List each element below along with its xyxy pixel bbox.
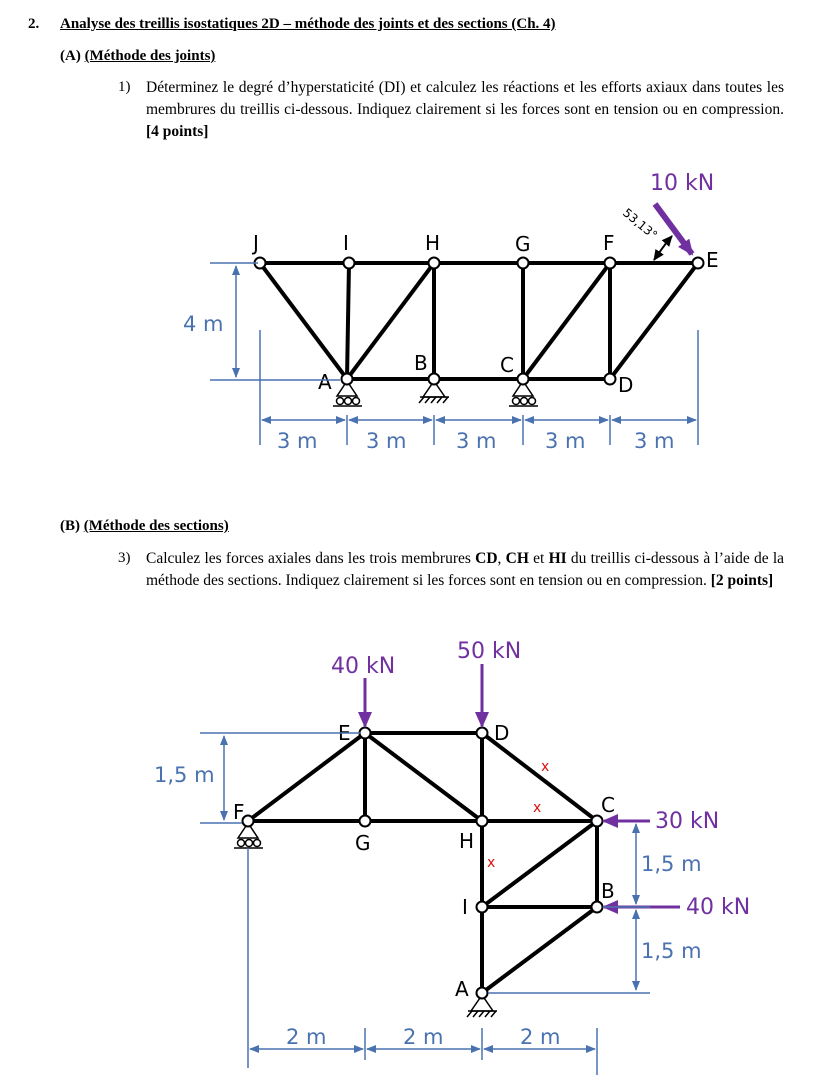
part-a-label: (A) (60, 48, 81, 64)
angle-arc (654, 236, 672, 260)
node-label-g: G (515, 232, 531, 256)
dim-span-b1: 2 m (286, 1025, 327, 1049)
node-label-i: I (343, 231, 349, 255)
member-hi: HI (548, 550, 567, 567)
figure-a-truss (183, 171, 719, 453)
node-label-f: F (603, 231, 615, 255)
part-b-label: (B) (60, 518, 80, 534)
angle-label: 53,13° (620, 205, 660, 243)
dim-height-ba: 1,5 m (641, 939, 702, 963)
dim-span-3: 3 m (456, 429, 497, 453)
section-number: 2. (28, 16, 40, 32)
node-label-b-e: E (338, 721, 351, 745)
node-label-b-a: A (455, 977, 469, 1001)
node-label-e: E (706, 248, 719, 272)
node-label-b-h: H (459, 829, 475, 853)
node-label-d: D (618, 373, 634, 397)
figure-a-nodes (255, 258, 704, 385)
sep-1: , (497, 550, 506, 567)
node-label-a: A (318, 370, 332, 394)
question-3-body-end: du treillis ci-dessous à l’aide de la méthode des sections. Indiquez clairement si les forces sont en tension ou en compression. (146, 550, 785, 589)
cut-mark-cd: x (541, 759, 550, 775)
question-1-body: Déterminez le degré d’hyperstaticité (DI) et calculez les réactions et les efforts axiaux dans toutes les membrures du treillis ci-dessous. Indiquez clairement si les forces sont en tension ou en compression. (146, 79, 784, 118)
figure-a-dimensions (210, 263, 698, 445)
load-label-50kn-d: 50 kN (457, 639, 522, 664)
load-arrow-10kn (655, 204, 692, 254)
dim-height-cb: 1,5 m (641, 852, 702, 876)
question-3-body-start: Calculez les forces axiales dans les trois membrures (146, 550, 476, 567)
cut-mark-hi: x (487, 855, 496, 871)
dim-span-b2: 2 m (403, 1025, 444, 1049)
question-3-number: 3) (118, 550, 131, 566)
node-label-b-g: G (355, 831, 371, 855)
node-label-b-c: C (601, 793, 615, 817)
part-b-title: (Méthode des sections) (83, 518, 229, 534)
dim-span-5: 3 m (634, 429, 675, 453)
cut-mark-ch: x (533, 800, 542, 816)
load-label-40kn-b: 40 kN (686, 895, 751, 920)
figure-a-members (260, 263, 698, 379)
node-label-h: H (425, 231, 441, 255)
node-label-b-d: D (494, 721, 510, 745)
question-3-points: [2 points] (710, 572, 774, 589)
node-label-b-i: I (462, 895, 468, 919)
node-label-b-b: B (601, 879, 615, 903)
question-1-points: [4 points] (146, 123, 209, 140)
node-label-j: J (253, 231, 259, 255)
node-label-b-f: F (233, 800, 245, 824)
sep-2: et (528, 550, 549, 567)
figure-b-truss (154, 639, 750, 1075)
dim-span-1: 3 m (277, 429, 318, 453)
load-label-40kn-e: 40 kN (331, 654, 396, 679)
dim-height-ef: 1,5 m (154, 763, 215, 787)
dim-span-4: 3 m (545, 429, 586, 453)
section-title: Analyse des treillis isostatiques 2D – méthode des joints et des sections (Ch. 4) (60, 16, 556, 32)
member-cd: CD (475, 550, 498, 567)
load-label-30kn-c: 30 kN (655, 809, 720, 834)
figure-b-dimensions (200, 733, 650, 1075)
dim-span-b3: 2 m (520, 1025, 561, 1049)
dim-height-4m: 4 m (183, 312, 224, 336)
load-label-10kn: 10 kN (650, 171, 715, 196)
part-a-title: (Méthode des joints) (84, 48, 216, 64)
question-1-number: 1) (118, 79, 131, 95)
node-label-b: B (414, 351, 428, 375)
node-label-c: C (500, 353, 514, 377)
dim-span-2: 3 m (366, 429, 407, 453)
member-ch: CH (505, 550, 529, 567)
